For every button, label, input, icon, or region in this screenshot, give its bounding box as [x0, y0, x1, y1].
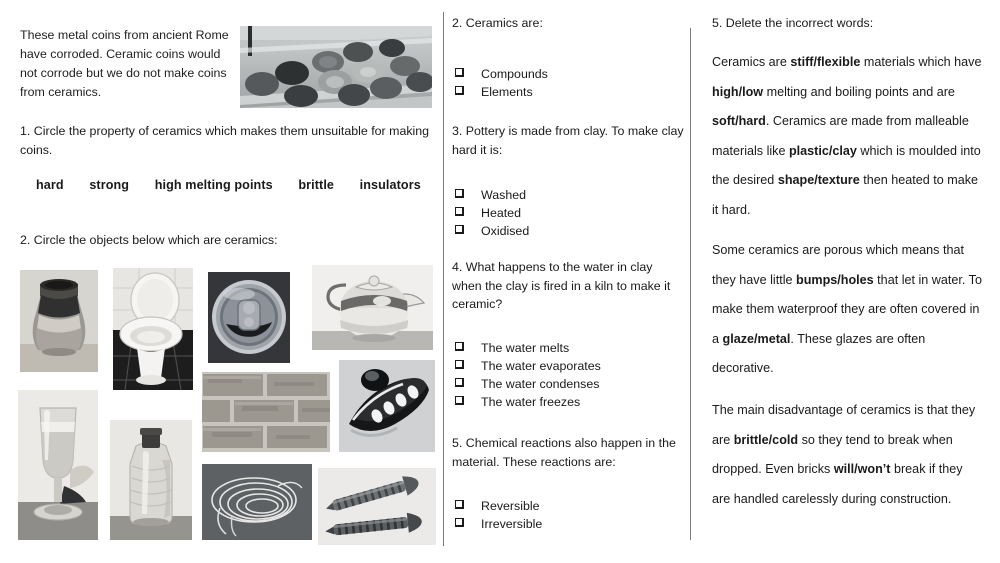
option-row[interactable] — [452, 515, 684, 533]
body-text-run: which is moulded into the desired — [712, 143, 981, 187]
option-row[interactable] — [452, 339, 684, 357]
choice-word-pair[interactable]: shape/texture — [777, 173, 860, 187]
beer-glass-photo[interactable] — [18, 390, 98, 540]
hair-clip-photo[interactable] — [339, 360, 435, 452]
left-column — [16, 0, 436, 563]
ceramic-vase-photo[interactable] — [20, 270, 98, 372]
option-label: Irreversible — [481, 517, 543, 531]
optical-fibre-photo[interactable] — [202, 464, 312, 540]
teapot-photo[interactable] — [312, 265, 433, 350]
body-text-run: that let in water. To make them waterproof they are often covered in a — [712, 272, 982, 346]
option-label: Heated — [481, 206, 521, 220]
toilet-photo[interactable] — [113, 268, 193, 390]
intro-paragraph: These metal coins from ancient Rome have corroded. Ceramic coins would not corrode but we do not make coins from ceramics. — [20, 28, 229, 99]
choice-word-pair[interactable]: stiff/flexible — [790, 55, 861, 69]
property-word-bank — [36, 178, 436, 192]
option-row[interactable] — [452, 83, 684, 101]
checkbox-icon[interactable] — [455, 68, 464, 77]
checkbox-icon[interactable] — [455, 189, 464, 198]
middle-column — [452, 0, 684, 563]
checkbox-icon[interactable] — [455, 342, 464, 351]
question-4-options — [452, 339, 684, 411]
corroded-roman-coins-photo — [240, 26, 432, 108]
question-block-2 — [452, 14, 684, 101]
question-4-text: 4. What happens to the water in clay when the clay is fired in a kiln to make it ceramic? — [452, 260, 671, 311]
column-divider-right — [690, 28, 691, 540]
choice-word-pair[interactable]: high/low — [712, 84, 764, 99]
delete-words-paragraph-2 — [712, 236, 982, 384]
checkbox-icon[interactable] — [455, 86, 464, 95]
option-row[interactable] — [452, 204, 684, 222]
property-word-strong[interactable]: strong — [89, 178, 130, 192]
option-label: Oxidised — [481, 224, 530, 238]
checkbox-icon[interactable] — [455, 378, 464, 387]
body-text-run: then heated to make it hard. — [712, 173, 979, 217]
choice-word-pair[interactable]: glaze/metal — [722, 331, 791, 346]
checkbox-icon[interactable] — [455, 207, 464, 216]
property-word-brittle[interactable]: brittle — [298, 178, 335, 192]
body-text-run: . Ceramics are made from malleable materials like — [712, 114, 969, 158]
question-2-prompt: 2. Circle the objects below which are ceramics: — [20, 233, 278, 247]
option-label: The water freezes — [481, 394, 581, 409]
property-word-high-melting[interactable]: high melting points — [154, 178, 273, 192]
checkbox-icon[interactable] — [455, 518, 464, 527]
question-3-options — [452, 186, 684, 240]
body-text-run: materials which have — [860, 55, 982, 69]
checkbox-icon[interactable] — [455, 225, 464, 234]
drinks-can-photo[interactable] — [208, 272, 290, 363]
body-text-run: melting and boiling points and are — [763, 84, 955, 99]
option-label: Reversible — [481, 499, 540, 513]
option-row[interactable] — [452, 375, 684, 393]
checkbox-icon[interactable] — [455, 500, 464, 509]
question-5-text: 5. Chemical reactions also happen in the material. These reactions are: — [452, 436, 676, 469]
question-1-prompt: 1. Circle the property of ceramics which makes them unsuitable for making coins. — [20, 124, 430, 157]
body-text-run: Ceramics are — [712, 55, 791, 69]
delete-words-paragraph-3 — [712, 396, 982, 514]
body-text-run: so they tend to break when dropped. Even bricks — [712, 432, 953, 476]
brick-wall-photo[interactable] — [202, 372, 330, 452]
option-label: Elements — [481, 84, 533, 99]
choice-word-pair[interactable]: plastic/clay — [788, 143, 857, 158]
checkbox-icon[interactable] — [455, 396, 464, 405]
body-text-run: . These glazes are often decorative. — [712, 331, 926, 375]
option-label: Compounds — [481, 66, 548, 81]
option-row[interactable] — [452, 497, 684, 515]
question-5-options — [452, 497, 684, 533]
screws-photo[interactable] — [318, 468, 436, 545]
plastic-bottle-photo[interactable] — [110, 420, 192, 540]
right-column — [712, 0, 990, 563]
option-row[interactable] — [452, 65, 684, 83]
option-label: The water condenses — [481, 376, 600, 391]
question-3-text: 3. Pottery is made from clay. To make clay hard it is: — [452, 124, 684, 157]
body-text-run: The main disadvantage of ceramics is that they are — [712, 403, 976, 447]
option-row[interactable] — [452, 393, 684, 411]
question-block-5 — [452, 434, 684, 533]
option-row[interactable] — [452, 186, 684, 204]
question-block-4 — [452, 258, 684, 411]
option-label: The water evaporates — [481, 358, 601, 373]
body-text-run: Some ceramics are porous which means that they have little — [712, 243, 964, 287]
property-word-hard[interactable]: hard — [36, 178, 64, 192]
body-text-run: break if they are handled carelessly during construction. — [712, 462, 963, 506]
choice-word-pair[interactable]: will/won’t — [833, 462, 891, 476]
question-2-text: 2. Ceramics are: — [452, 16, 543, 30]
option-row[interactable] — [452, 222, 684, 240]
property-word-insulators[interactable]: insulators — [359, 178, 421, 192]
delete-words-paragraph-1 — [712, 48, 982, 225]
checkbox-icon[interactable] — [455, 360, 464, 369]
question-2-options — [452, 65, 684, 101]
option-label: Washed — [481, 188, 526, 202]
option-label: The water melts — [481, 340, 570, 355]
choice-word-pair[interactable]: soft/hard — [712, 114, 766, 128]
delete-words-heading: 5. Delete the incorrect words: — [712, 16, 874, 30]
option-row[interactable] — [452, 357, 684, 375]
choice-word-pair[interactable]: brittle/cold — [733, 432, 799, 447]
choice-word-pair[interactable]: bumps/holes — [796, 272, 874, 287]
column-divider-left — [443, 12, 444, 546]
question-block-3 — [452, 122, 684, 240]
